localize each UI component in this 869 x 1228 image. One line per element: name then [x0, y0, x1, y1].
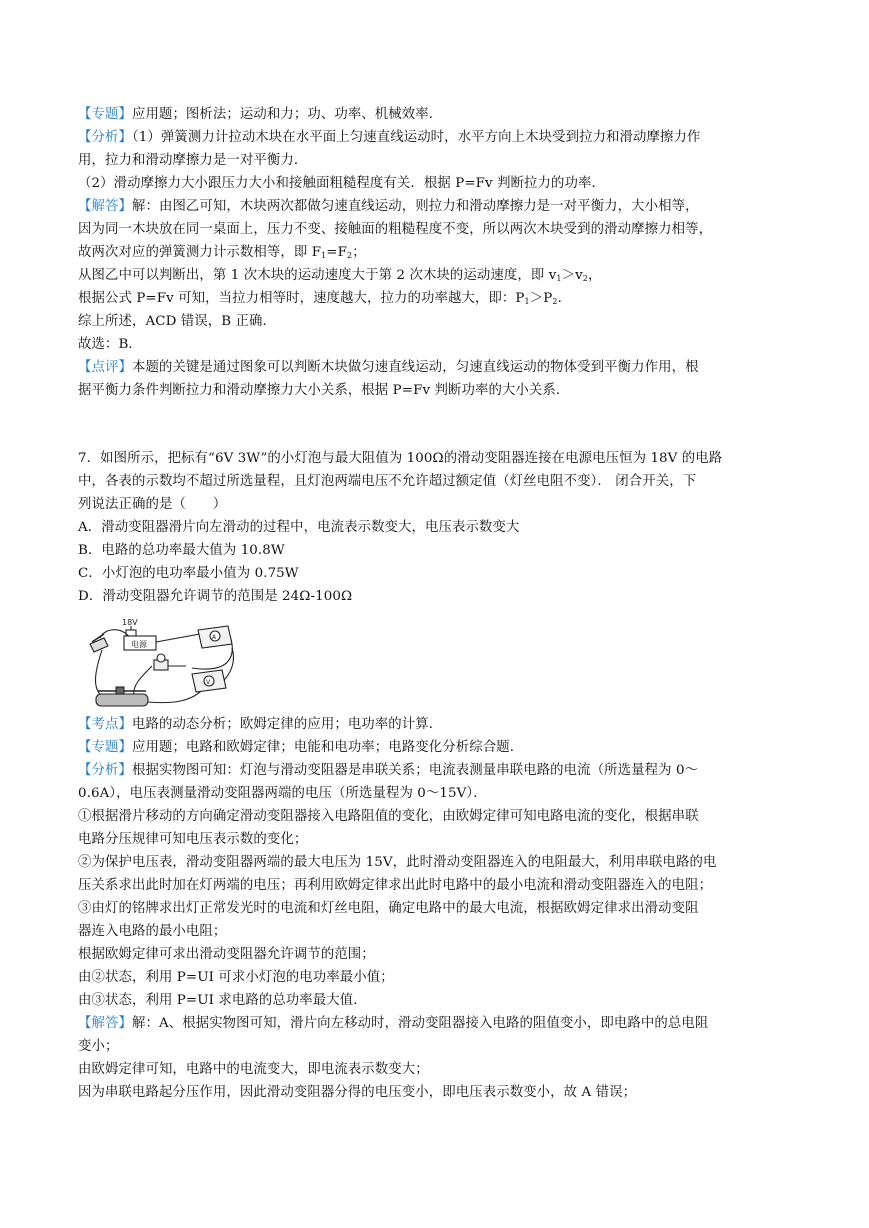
power-source-label: 电源 — [131, 640, 147, 649]
text-run: 从图乙中可以判断出，第 1 次木块的运动速度大于第 2 次木块的运动速度，即 v — [78, 268, 557, 283]
question-stem-1: 7．如图所示，把标有“6V 3W”的小灯泡与最大阻值为 100Ω的滑动变阻器连接在电源电压恒为 18V 的电路 — [78, 451, 723, 466]
dianping-text-1: 本题的关键是通过图象可以判断木块做匀速直线运动，匀速直线运动的物体受到平衡力作用，根 — [131, 360, 699, 375]
fenxi-tag-b: 【分析】 — [78, 763, 132, 778]
fenxi-b-line-1 — [78, 760, 798, 782]
fenxi-b-line-8: 器连入电路的最小电阻； — [78, 924, 227, 939]
fenxi-b-line-2: 0.6A），电压表测量滑动变阻器两端的电压（所选量程为 0～15V）． — [78, 786, 487, 801]
text-run: ； — [352, 245, 366, 260]
fenxi-b-line-9: 根据欧姆定律可求出滑动变阻器允许调节的范围； — [78, 947, 375, 962]
fenxi-b-line-6: 压关系求出此时加在灯两端的电压；再利用欧姆定律求出此时电路中的最小电流和滑动变阻器连入的电阻； — [78, 878, 713, 893]
subscript: 2 — [582, 274, 588, 283]
option-d: D．滑动变阻器允许调节的范围是 24Ω-100Ω — [78, 589, 353, 604]
circuit-diagram — [82, 614, 238, 712]
jieda-b-line-4: 因为串联电路起分压作用，因此滑动变阻器分得的电压变小，即电压表示数变小，故 A 错误； — [78, 1085, 637, 1100]
voltmeter-label: V — [206, 679, 211, 686]
zhuanti-line-b — [78, 737, 798, 759]
fenxi-text-1: （1）弹簧测力计拉动木块在水平面上匀速直线运动时，水平方向上木块受到拉力和滑动摩擦力作 — [131, 130, 701, 145]
fenxi-b-line-11: 由③状态，利用 P=UI 求电路的总功率最大值． — [78, 993, 367, 1008]
jieda-line-1 — [78, 196, 798, 218]
zhuanti-tag: 【专题】 — [78, 107, 132, 122]
fenxi-b-line-4: 电路分压规律可知电压表示数的变化； — [78, 832, 308, 847]
fenxi-b-line-5: ②为保护电压表，滑动变阻器两端的最大电压为 15V，此时滑动变阻器连入的电阻最大，利用串联电路的电 — [78, 855, 717, 870]
option-c: C．小灯泡的电功率最小值为 0.75W — [78, 566, 299, 581]
wire — [156, 634, 200, 642]
subscript: 1 — [321, 251, 327, 260]
text-run: ， — [587, 268, 602, 283]
subscript: 2 — [552, 297, 558, 306]
text-run: ＞P — [529, 291, 553, 306]
jieda-b-line-1 — [78, 1013, 798, 1035]
battery-label: 18V — [122, 618, 138, 627]
dianping-line-2: 据平衡力条件判断拉力和滑动摩擦力大小关系，根据 P=Fv 判断功率的大小关系． — [78, 383, 570, 398]
jieda-line-2: 因为同一木块放在同一桌面上，压力不变、接触面的粗糙程度不变，所以两次木块受到的滑动摩擦力相等， — [78, 222, 713, 237]
jieda-text-1: 解：由图乙可知，木块两次都做匀速直线运动，则拉力和滑动摩擦力是一对平衡力，大小相等， — [131, 199, 699, 214]
dianping-line-1 — [78, 357, 798, 379]
option-b: B．电路的总功率最大值为 10.8W — [78, 543, 285, 558]
jieda-tag: 【解答】 — [78, 199, 132, 214]
fenxi-line-2: 用，拉力和滑动摩擦力是一对平衡力． — [78, 153, 308, 168]
text-run: ． — [557, 291, 572, 306]
text-run: 根据公式 P=Fv 可知，当拉力相等时，速度越大，拉力的功率越大，即：P — [78, 291, 525, 306]
fenxi-tag: 【分析】 — [78, 130, 132, 145]
jieda-b-line-3: 由欧姆定律可知，电路中的电流变大，即电流表示数变大； — [78, 1062, 429, 1077]
text-run: 故两次对应的弹簧测力计示数相等，即 F — [78, 245, 322, 260]
jieda-line-4 — [78, 265, 798, 287]
jieda-line-7: 故选：B． — [78, 337, 142, 352]
zhuanti-text-b: 应用题；电路和欧姆定律；电能和电功率；电路变化分析综合题． — [131, 740, 524, 755]
kaodian-tag: 【考点】 — [78, 717, 132, 732]
subscript: 1 — [524, 297, 530, 306]
subscript: 2 — [347, 251, 353, 260]
kaodian-text: 电路的动态分析；欧姆定律的应用；电功率的计算． — [131, 717, 443, 732]
question-stem-2: 中，各表的示数均不超过所选量程，且灯泡两端电压不允许超过额定值（灯丝电阻不变）． 闭合开关，下 — [78, 474, 697, 489]
fenxi-b-text-1: 根据实物图可知：灯泡与滑动变阻器是串联关系；电流表测量串联电路的电流（所选量程为 0～ — [131, 763, 699, 778]
jieda-b-text-1: 解：A、根据实物图可知，滑片向左移动时，滑动变阻器接入电路的阻值变小，即电路中的总电阻 — [131, 1016, 709, 1031]
ammeter-label: A — [212, 634, 217, 641]
option-a: A．滑动变阻器滑片向左滑动的过程中，电流表示数变大，电压表示数变大 — [78, 520, 520, 535]
fenxi-b-line-7: ③由灯的铭牌求出灯正常发光时的电流和灯丝电阻，确定电路中的最大电流，根据欧姆定律求出滑动变阻 — [78, 901, 699, 916]
rheostat-coil — [96, 694, 148, 706]
zhuanti-text: 应用题；图析法；运动和力；功、功率、机械效率． — [131, 107, 443, 122]
fenxi-line-1 — [78, 127, 798, 149]
jieda-b-line-2: 变小； — [78, 1039, 119, 1054]
fenxi-line-3: （2）滑动摩擦力大小跟压力大小和接触面粗糙程度有关．根据 P=Fv 判断拉力的功率． — [78, 176, 605, 191]
fenxi-b-line-10: 由②状态，利用 P=UI 可求小灯泡的电功率最小值； — [78, 970, 394, 985]
text-run: =F — [326, 245, 348, 260]
subscript: 1 — [556, 274, 562, 283]
switch-body — [90, 638, 108, 652]
kaodian-line — [78, 714, 798, 736]
question-stem-3: 列说法正确的是（ ） — [78, 497, 227, 512]
jieda-line-3 — [78, 242, 798, 264]
lamp-bulb — [157, 654, 165, 662]
jieda-tag-b: 【解答】 — [78, 1016, 132, 1031]
jieda-line-6: 综上所述，ACD 错误，B 正确． — [78, 314, 277, 329]
circuit-figure — [82, 614, 238, 712]
zhuanti-tag-b: 【专题】 — [78, 740, 132, 755]
text-run: ＞v — [561, 268, 583, 283]
fenxi-b-line-3: ①根据滑片移动的方向确定滑动变阻器接入电路阻值的变化，由欧姆定律可知电路电流的变化，根据串联 — [78, 809, 699, 824]
rheostat-slider — [116, 687, 124, 694]
zhuanti-line — [78, 104, 798, 126]
jieda-line-5 — [78, 288, 798, 310]
dianping-tag: 【点评】 — [78, 360, 132, 375]
